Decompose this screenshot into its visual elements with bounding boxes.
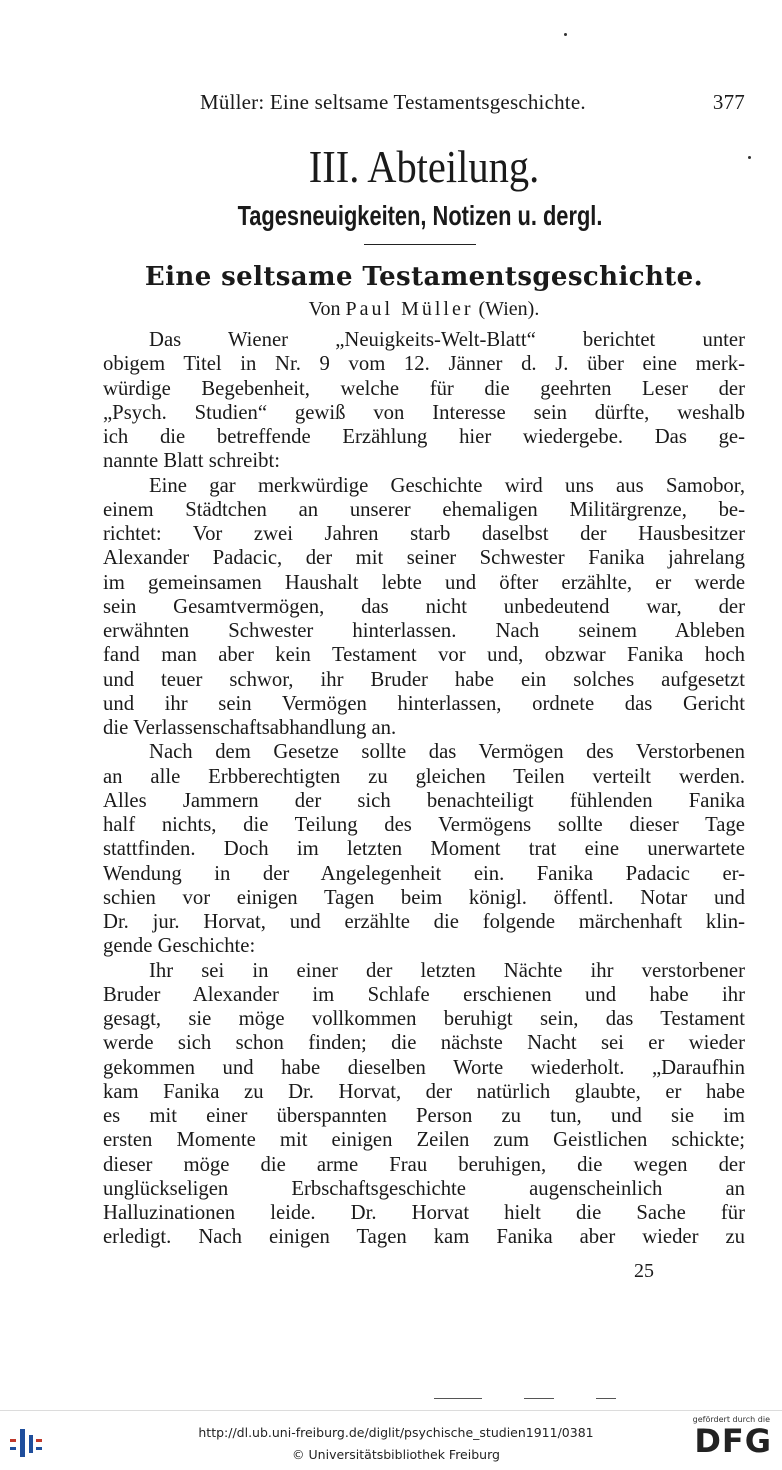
sponsor-note: gefördert durch die <box>692 1415 770 1424</box>
text-line: fand man aber kein Testament vor und, obzwar Fanika hoch <box>103 644 745 667</box>
title-rule <box>364 244 476 245</box>
viewer-footer <box>0 1410 782 1470</box>
mark-dash <box>524 1398 554 1399</box>
dfg-wordmark: DFG <box>694 1422 772 1460</box>
scan-speck <box>564 33 567 36</box>
text-line: ersten Momente mit einigen Zeilen zum Geistlichen schickte; <box>103 1129 745 1152</box>
text-line: half nichts, die Teilung des Vermögens sollte dieser Tage <box>103 814 745 836</box>
page-number: 377 <box>712 90 745 114</box>
section-title: III. Abteilung. <box>308 141 540 192</box>
mark-dash <box>434 1398 482 1399</box>
text-line: Ihr sei in einer der letzten Nächte ihr verstorbener <box>149 959 745 982</box>
text-line: sein Gesamtvermögen, das nicht unbedeutend war, der <box>103 595 745 618</box>
text-line: schien vor einigen Tagen beim königl. öffentl. Notar und <box>103 886 745 909</box>
article-body <box>103 328 745 1250</box>
text-line: stattfinden. Doch im letzten Moment trat eine unerwartete <box>103 838 745 861</box>
byline-suffix: (Wien). <box>478 298 540 320</box>
mark-dash <box>596 1398 616 1399</box>
text-line: nannte Blatt schreibt: <box>103 450 280 473</box>
text-line: die Verlassenschaftsabhandlung an. <box>103 717 397 739</box>
running-head-title: Müller: Eine seltsame Testamentsgeschichte. <box>200 90 586 114</box>
text-line: an alle Erbberechtigten zu gleichen Teilen verteilt werden. <box>103 765 745 788</box>
text-line: Wendung in der Angelegenheit ein. Fanika Padacic er- <box>103 862 745 885</box>
text-line: gekommen und habe dieselben Worte wiederholt. „Daraufhin <box>103 1056 745 1079</box>
text-line: ich die betreffende Erzählung hier wiedergebe. Das ge- <box>103 426 745 448</box>
footer-marks <box>434 1398 616 1399</box>
text-line: richtet: Vor zwei Jahren starb daselbst der Hausbesitzer <box>103 523 745 545</box>
source-url-link[interactable]: http://dl.ub.uni-freiburg.de/diglit/psychische_studien1911/0381 <box>198 1425 594 1440</box>
article-title: Eine seltsame Testamentsgeschichte. <box>144 262 704 292</box>
text-line: es mit einer überspannten Person zu tun, und sie im <box>103 1105 745 1127</box>
running-head <box>200 90 745 115</box>
text-line: kam Fanika zu Dr. Horvat, der natürlich glaubte, er habe <box>103 1080 745 1103</box>
text-line: dieser möge die arme Frau beruhigen, die wegen der <box>103 1153 745 1176</box>
text-line: Das Wiener „Neuigkeits-Welt-Blatt“ berichtet unter <box>149 329 745 351</box>
text-line: Nach dem Gesetze sollte das Vermögen des Verstorbenen <box>149 741 745 764</box>
text-line: Dr. jur. Horvat, und erzählte die folgende märchenhaft klin- <box>103 911 745 933</box>
text-line: einem Städtchen an unserer ehemaligen Militärgrenze, be- <box>103 498 745 521</box>
text-line: erwähnten Schwester hinterlassen. Nach seinem Ableben <box>103 620 745 642</box>
text-line: Halluzinationen leide. Dr. Horvat hielt die Sache für <box>103 1202 745 1224</box>
text-line: gende Geschichte: <box>103 935 256 958</box>
text-line: Bruder Alexander im Schlafe erschienen und habe ihr <box>103 983 745 1006</box>
text-line: gesagt, sie möge vollkommen beruhigt sein, das Testament <box>103 1008 745 1030</box>
text-line: und teuer schwor, ihr Bruder habe ein solches aufgesetzt <box>103 668 745 691</box>
copyright-notice: © Universitätsbibliothek Freiburg <box>292 1447 500 1462</box>
text-line: werde sich schon finden; die nächste Nacht sei er wieder <box>103 1032 745 1055</box>
text-line: Eine gar merkwürdige Geschichte wird uns aus Samobor, <box>149 474 745 497</box>
text-line: Alles Jammern der sich benachteiligt fühlenden Fanika <box>103 789 745 812</box>
text-line: und ihr sein Vermögen hinterlassen, ordnete das Gericht <box>103 692 745 715</box>
text-line: Alexander Padacic, der mit seiner Schwester Fanika jahrelang <box>103 547 745 570</box>
signature-mark: 25 <box>634 1260 654 1282</box>
text-line: würdige Begebenheit, welche für die geehrten Leser der <box>103 377 745 400</box>
byline <box>0 298 782 321</box>
dfg-logo <box>690 1415 772 1467</box>
section-subtitle: Tagesneuigkeiten, Notizen u. dergl. <box>237 200 603 231</box>
text-line: obigem Titel in Nr. 9 vom 12. Jänner d. J. über eine merk- <box>103 353 745 376</box>
byline-author: Paul Müller <box>345 298 474 320</box>
text-line: erledigt. Nach einigen Tagen kam Fanika aber wieder zu <box>103 1226 745 1249</box>
byline-prefix: Von <box>308 298 341 320</box>
text-line: im gemeinsamen Haushalt lebte und öfter erzählte, er werde <box>103 571 745 594</box>
text-line: „Psych. Studien“ gewiß von Interesse sein dürfte, weshalb <box>103 401 745 424</box>
text-line: unglückseligen Erbschaftsgeschichte augenscheinlich an <box>103 1177 745 1200</box>
